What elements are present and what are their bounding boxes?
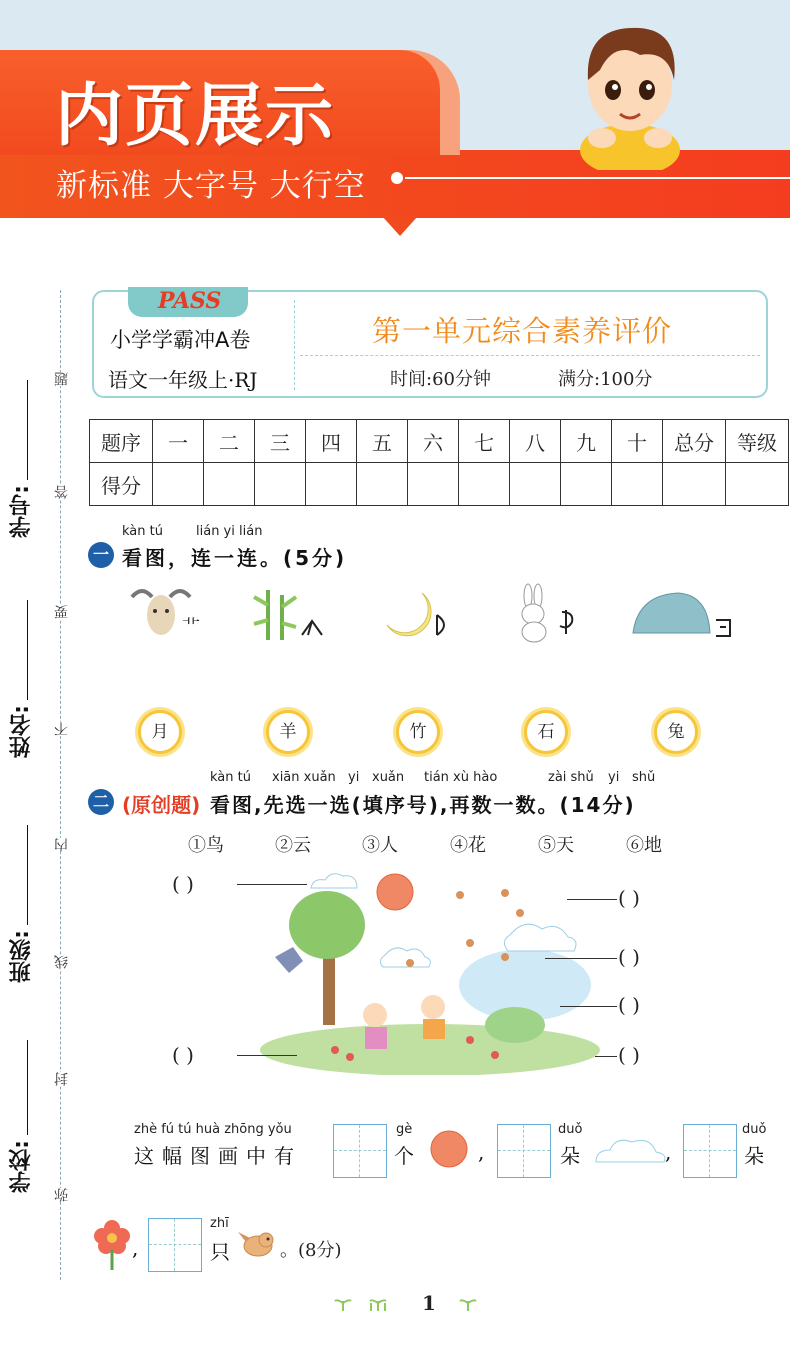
q3-score: 。(8分) <box>280 1240 342 1261</box>
char-badge[interactable]: 兔 <box>654 710 698 754</box>
score-table-score-row <box>90 463 789 506</box>
table-cell: 等级 <box>726 420 789 463</box>
fill-pinyin: duǒ <box>742 1122 767 1137</box>
comma: , <box>132 1236 147 1260</box>
option: ⑥地 <box>626 835 662 856</box>
answer-box[interactable] <box>148 1218 202 1272</box>
comma: , <box>665 1140 680 1164</box>
comma: , <box>478 1140 493 1164</box>
table-cell: 题序 <box>90 420 153 463</box>
q2-pinyin: xuǎn <box>372 770 405 785</box>
score-cell[interactable] <box>153 463 204 506</box>
score-cell[interactable] <box>663 463 726 506</box>
cloud-icon <box>305 870 365 894</box>
exam-title: 第一单元综合素养评价 <box>372 314 673 348</box>
score-table-header-row <box>90 420 789 463</box>
svg-text:⻀: ⻀ <box>182 617 200 638</box>
score-table <box>89 419 789 506</box>
binding-char: 题 <box>54 372 70 386</box>
pointer-line <box>560 1006 617 1007</box>
card-hline <box>300 355 760 356</box>
option: ①鸟 <box>188 835 224 856</box>
pointer-line <box>595 1056 617 1057</box>
table-cell: 九 <box>561 420 612 463</box>
table-cell: 八 <box>510 420 561 463</box>
pass-logo: PASS <box>158 288 222 314</box>
fill-pinyin: gè <box>396 1122 413 1137</box>
table-cell: 六 <box>408 420 459 463</box>
score-cell[interactable] <box>612 463 663 506</box>
boy-mascot-icon <box>570 10 690 170</box>
banner-title: 内页展示 <box>55 77 336 156</box>
full-score-info: 满分:100分 <box>558 369 653 390</box>
outdoor-scene-illustration <box>255 865 605 1075</box>
banner-dot <box>391 172 403 184</box>
score-cell[interactable] <box>255 463 306 506</box>
answer-box[interactable] <box>333 1124 387 1178</box>
time-info: 时间:60分钟 <box>390 369 491 390</box>
binding-char: 要 <box>54 605 70 619</box>
score-cell[interactable] <box>561 463 612 506</box>
subject-grade: 语文一年级上·RJ <box>108 368 258 392</box>
q2-number: 二 <box>88 789 114 815</box>
q2-pinyin: tián xù hào <box>424 770 498 785</box>
binding-char: 不 <box>54 722 70 736</box>
flower-icon <box>90 1214 134 1272</box>
option: ③人 <box>362 835 398 856</box>
char-badge[interactable]: 竹 <box>396 710 440 754</box>
score-cell[interactable] <box>204 463 255 506</box>
binding-char: 内 <box>54 838 70 852</box>
fill-pinyin: duǒ <box>558 1122 583 1137</box>
name-label: 姓名: <box>9 705 34 758</box>
score-cell[interactable] <box>306 463 357 506</box>
fill-pinyin: zhī <box>210 1216 229 1231</box>
answer-blank[interactable]: ( ) <box>618 993 640 1017</box>
score-cell[interactable] <box>408 463 459 506</box>
series-name: 小学学霸冲A卷 <box>110 328 251 352</box>
answer-blank[interactable]: ( ) <box>618 1043 640 1067</box>
page-number: 1 <box>422 1291 436 1315</box>
q1-text: 看图，连一连。(5分) <box>122 546 348 570</box>
original-tag: (原创题) <box>122 793 201 817</box>
table-cell: 总分 <box>663 420 726 463</box>
moon-icon <box>382 585 462 645</box>
q1-number: 一 <box>88 542 114 568</box>
fill-text: 这幅图画中有 <box>134 1144 302 1168</box>
char-badge[interactable]: 羊 <box>266 710 310 754</box>
score-cell[interactable] <box>357 463 408 506</box>
table-cell: 十 <box>612 420 663 463</box>
answer-blank[interactable]: ( ) <box>618 945 640 969</box>
pointer-line <box>237 1055 297 1056</box>
name-line[interactable] <box>27 600 28 700</box>
table-cell: 三 <box>255 420 306 463</box>
answer-box[interactable] <box>683 1124 737 1178</box>
option: ②云 <box>275 835 311 856</box>
rock-icon <box>628 585 738 645</box>
table-cell: 七 <box>459 420 510 463</box>
q2-pinyin: kàn tú <box>210 770 251 785</box>
option: ④花 <box>450 835 486 856</box>
answer-blank[interactable]: ( ) <box>618 886 640 910</box>
char-badge[interactable]: 石 <box>524 710 568 754</box>
q2-pinyin: zài shǔ <box>548 770 594 785</box>
banner-line <box>405 177 790 179</box>
score-cell[interactable] <box>510 463 561 506</box>
school-line[interactable] <box>27 1040 28 1135</box>
fill-text: 只 <box>210 1240 238 1264</box>
q2-pinyin: xiān xuǎn <box>272 770 336 785</box>
binding-char: 封 <box>54 1072 70 1086</box>
q2-pinyin: yi <box>348 770 360 785</box>
fill-text: 朵 <box>744 1144 764 1168</box>
q1-pinyin: kàn tú <box>122 524 163 539</box>
answer-blank[interactable]: ( ) <box>172 1043 194 1067</box>
school-label: 学校: <box>9 1140 34 1193</box>
option: ⑤天 <box>538 835 574 856</box>
banner-subtitle: 新标准 大字号 大行空 <box>56 168 366 204</box>
binding-char: 线 <box>54 955 70 969</box>
fill-text: 朵 <box>560 1144 588 1168</box>
fill-text: 个 <box>394 1144 422 1168</box>
sprout-decoration-icon <box>333 1293 483 1315</box>
card-divider <box>294 300 295 390</box>
q1-pinyin: lián yi lián <box>196 524 263 539</box>
char-badge[interactable]: 月 <box>138 710 182 754</box>
goat-icon <box>122 585 202 645</box>
bird-icon <box>236 1222 280 1266</box>
fill-pinyin: zhè fú tú huà zhōng yǒu <box>134 1122 292 1137</box>
score-cell[interactable] <box>459 463 510 506</box>
table-cell: 得分 <box>90 463 153 506</box>
q2-text: 看图,先选一选(填序号),再数一数。(14分) <box>210 793 636 817</box>
q2-pinyin: shǔ <box>632 770 656 785</box>
q2-pinyin: yi <box>608 770 620 785</box>
student-id-line[interactable] <box>27 380 28 480</box>
pointer-line <box>545 958 617 959</box>
binding-char: 答 <box>54 485 70 499</box>
class-line[interactable] <box>27 825 28 925</box>
answer-box[interactable] <box>497 1124 551 1178</box>
table-cell: 二 <box>204 420 255 463</box>
rabbit-icon <box>512 582 587 644</box>
table-cell: 四 <box>306 420 357 463</box>
binding-dashed-line <box>60 290 61 1280</box>
pointer-line <box>237 884 307 885</box>
table-cell: 五 <box>357 420 408 463</box>
bamboo-icon <box>250 585 335 645</box>
sun-icon <box>426 1126 472 1172</box>
banner-notch <box>382 216 418 236</box>
pointer-line <box>567 899 617 900</box>
binding-char: 弥 <box>54 1188 70 1202</box>
student-id-label: 学号: <box>9 485 34 538</box>
answer-blank[interactable]: ( ) <box>172 872 194 896</box>
score-cell[interactable] <box>726 463 789 506</box>
cloud-icon <box>590 1130 670 1170</box>
table-cell: 一 <box>153 420 204 463</box>
class-label: 班级: <box>9 930 34 983</box>
